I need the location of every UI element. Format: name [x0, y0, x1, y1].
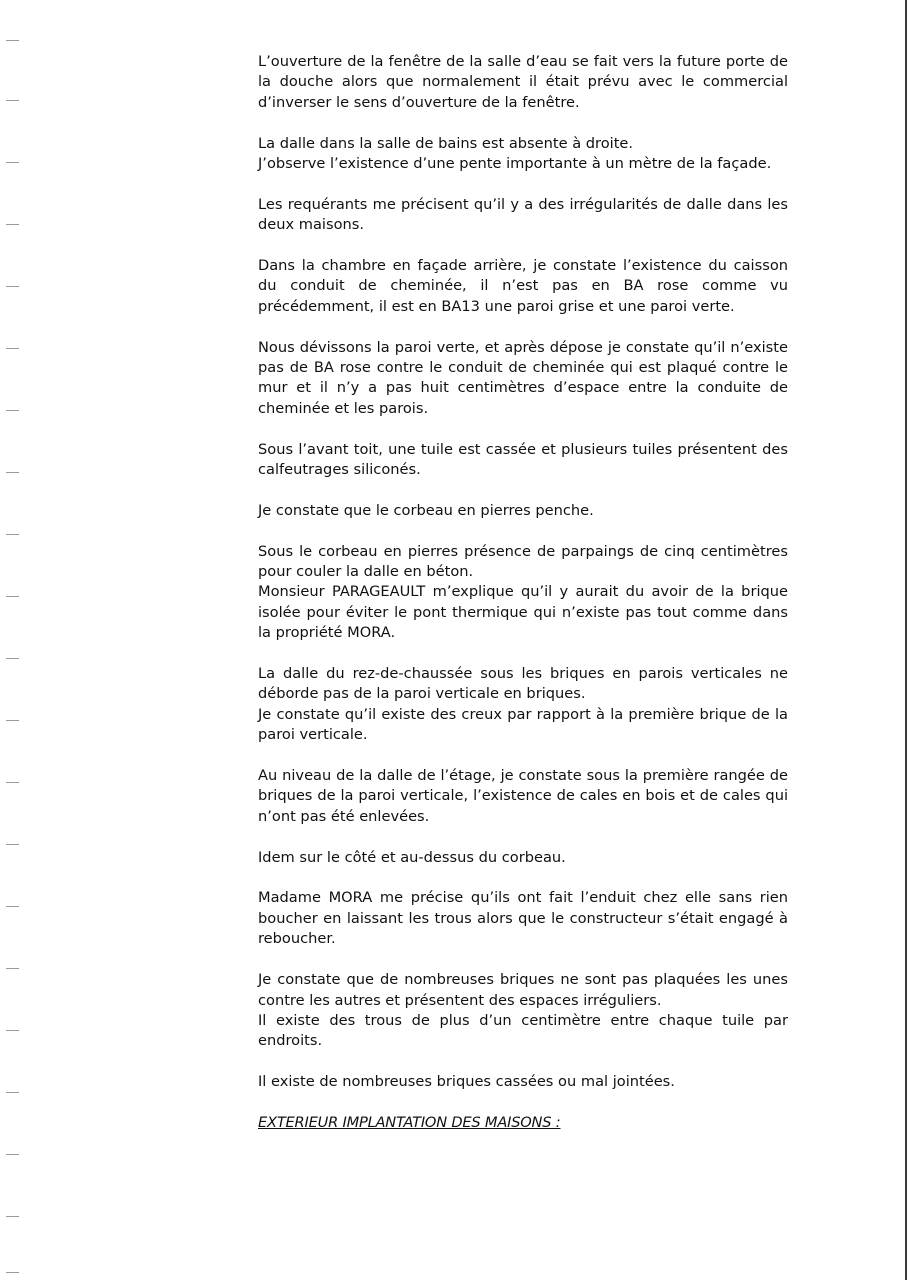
margin-ticks — [6, 0, 20, 1280]
margin-tick — [6, 286, 19, 287]
paragraph-line: Je constate que de nombreuses briques ne sont pas plaquées les unes contre les autres et présentent des espaces irréguliers. — [258, 971, 788, 1009]
margin-tick — [6, 720, 19, 721]
paragraph-line: Sous l’avant toit, une tuile est cassée et plusieurs tuiles présentent des calfeutrages siliconés. — [258, 440, 788, 479]
paragraph — [258, 501, 788, 521]
margin-tick — [6, 782, 19, 783]
paragraph-line: Il existe de nombreuses briques cassées ou mal jointées. — [258, 1073, 675, 1091]
margin-tick — [6, 906, 19, 907]
margin-tick — [6, 40, 19, 41]
paragraph — [258, 195, 788, 236]
margin-tick — [6, 1154, 19, 1155]
paragraph-line: Sous le corbeau en pierres présence de parpaings de cinq centimètres pour couler la dalle en béton. — [258, 542, 788, 581]
paragraph-line: Je constate qu’il existe des creux par rapport à la première brique de la paroi verticale. — [258, 705, 788, 744]
paragraph — [258, 970, 788, 1052]
margin-tick — [6, 410, 19, 411]
margin-tick — [6, 658, 19, 659]
paragraph-line: Nous dévissons la paroi verte, et après dépose je constate qu’il n’existe pas de BA rose contre le conduit de cheminée qui est plaqué contre le mur et il n’y a pas huit centimètres d’espace entre la conduite de cheminée et les parois. — [258, 338, 788, 417]
page-edge — [905, 0, 907, 1280]
paragraph-line: Monsieur PARAGEAULT m’explique qu’il y aurait du avoir de la brique isolée pour éviter le pont thermique qui n’existe pas tout comme dans la propriété MORA. — [258, 583, 788, 642]
paragraph-line: Il existe des trous de plus d’un centimètre entre chaque tuile par endroits. — [258, 1011, 788, 1050]
margin-tick — [6, 100, 19, 101]
paragraph — [258, 256, 788, 317]
section-heading: EXTERIEUR IMPLANTATION DES MAISONS : — [258, 1113, 561, 1131]
paragraph — [258, 1072, 788, 1092]
paragraph-line: L’ouverture de la fenêtre de la salle d’eau se fait vers la future porte de la douche alors que normalement il était prévu avec le commercial d’inverser le sens d’ouverture de la fenêtre. — [258, 53, 788, 111]
paragraph-line: J’observe l’existence d’une pente importante à un mètre de la façade. — [258, 155, 772, 173]
paragraph-line: La dalle du rez-de-chaussée sous les briques en parois verticales ne déborde pas de la paroi verticale en briques. — [258, 665, 788, 703]
paragraph-line: Idem sur le côté et au-dessus du corbeau. — [258, 848, 566, 866]
margin-tick — [6, 844, 19, 845]
paragraph — [258, 134, 788, 175]
margin-tick — [6, 1092, 19, 1093]
margin-tick — [6, 224, 19, 225]
paragraph — [258, 338, 788, 420]
margin-tick — [6, 472, 19, 473]
margin-tick — [6, 534, 19, 535]
margin-tick — [6, 348, 19, 349]
margin-tick — [6, 1030, 19, 1031]
paragraph — [258, 766, 788, 827]
paragraph-line: Les requérants me précisent qu’il y a des irrégularités de dalle dans les deux maisons. — [258, 195, 788, 234]
paragraph-line: Dans la chambre en façade arrière, je constate l’existence du caisson du conduit de cheminée, il n’est pas en BA rose comme vu précédemment, il est en BA13 une paroi grise et une paroi verte. — [258, 257, 788, 315]
paragraph — [258, 888, 788, 949]
paragraph — [258, 440, 788, 481]
body-text — [258, 52, 788, 1154]
margin-tick — [6, 596, 19, 597]
margin-tick — [6, 1216, 19, 1217]
margin-tick — [6, 162, 19, 163]
paragraph — [258, 848, 788, 868]
paragraph — [258, 52, 788, 113]
paragraph-line: La dalle dans la salle de bains est absente à droite. — [258, 134, 634, 152]
paragraph-line: Madame MORA me précise qu’ils ont fait l’enduit chez elle sans rien boucher en laissant les trous alors que le constructeur s’était engagé à reboucher. — [258, 889, 788, 948]
paragraph-line: Je constate que le corbeau en pierres penche. — [258, 501, 594, 519]
paragraph — [258, 542, 788, 644]
margin-tick — [6, 968, 19, 969]
margin-tick — [6, 1272, 19, 1273]
paragraph — [258, 664, 788, 746]
paragraph-line: Au niveau de la dalle de l’étage, je constate sous la première rangée de briques de la paroi verticale, l’existence de cales en bois et de cales qui n’ont pas été enlevées. — [258, 767, 788, 825]
